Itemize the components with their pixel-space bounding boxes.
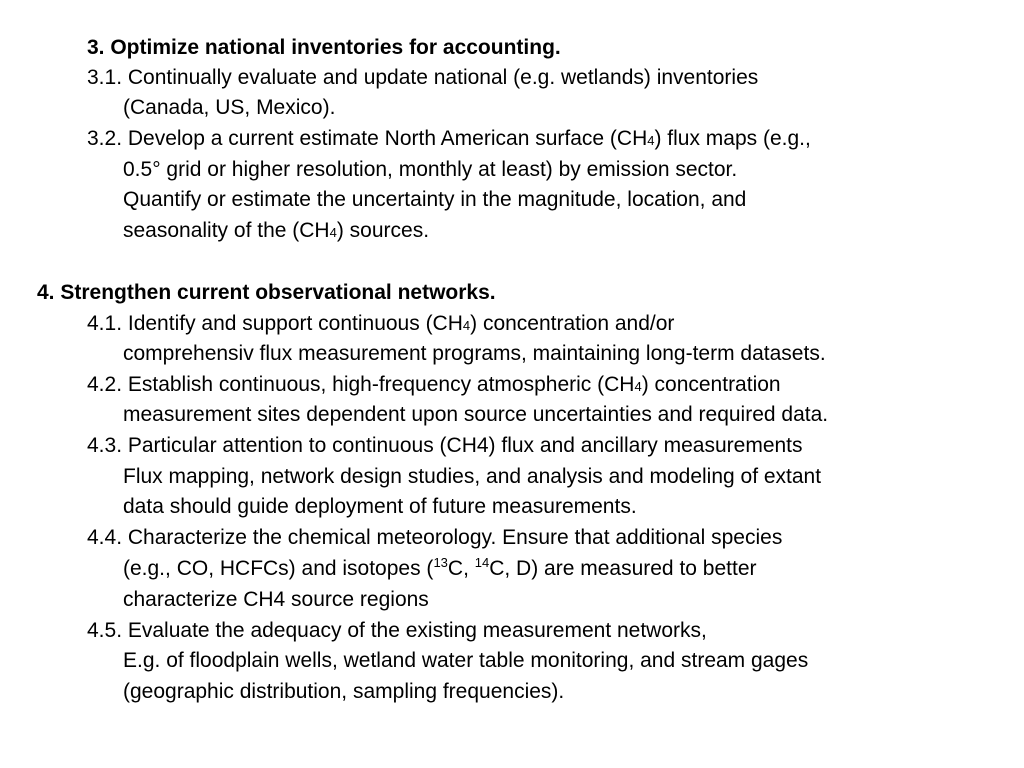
item-4-5-line-3: (geographic distribution, sampling frequencies). <box>123 680 565 703</box>
item-3-2-line-1 <box>87 124 811 156</box>
text-segment: 4.2. Establish continuous, high-frequency atmospheric (CH <box>87 373 635 396</box>
superscript: 14 <box>474 555 490 570</box>
item-4-5-line-2: E.g. of floodplain wells, wetland water table monitoring, and stream gages <box>123 649 809 672</box>
item-4-1-line-1 <box>87 309 674 341</box>
superscript: 13 <box>433 555 448 570</box>
text-segment: ) flux maps (e.g., <box>654 127 811 150</box>
subscript: 4 <box>647 133 655 148</box>
text-segment: seasonality of the (CH <box>123 219 330 242</box>
item-3-2-line-4 <box>123 216 429 248</box>
text-segment: ) sources. <box>336 219 430 242</box>
item-4-5-line-1: 4.5. Evaluate the adequacy of the existing measurement networks, <box>87 619 707 642</box>
text-segment: 3.2. Develop a current estimate North American surface (CH <box>87 127 648 150</box>
subscript: 4 <box>634 379 642 394</box>
item-4-2-line-1 <box>87 370 781 402</box>
text-segment: C, <box>447 557 475 580</box>
item-3-2-line-2: 0.5° grid or higher resolution, monthly at least) by emission sector. <box>123 158 738 181</box>
item-4-4-line-1: 4.4. Characterize the chemical meteorology. Ensure that additional species <box>87 526 783 549</box>
text-segment: ) concentration and/or <box>470 312 675 335</box>
text-segment: 4.1. Identify and support continuous (CH <box>87 312 463 335</box>
item-4-1-line-2: comprehensiv flux measurement programs, maintaining long-term datasets. <box>123 342 826 365</box>
item-3-2-line-3: Quantify or estimate the uncertainty in the magnitude, location, and <box>123 188 747 211</box>
item-3-1-line-2: (Canada, US, Mexico). <box>123 96 336 119</box>
item-4-2-line-2: measurement sites dependent upon source uncertainties and required data. <box>123 403 829 426</box>
item-4-3-line-1: 4.3. Particular attention to continuous (CH4) flux and ancillary measurements <box>87 434 803 457</box>
section-4-heading: 4. Strengthen current observational networks. <box>37 281 496 304</box>
item-4-4-line-2 <box>123 554 757 584</box>
item-3-1-line-1: 3.1. Continually evaluate and update national (e.g. wetlands) inventories <box>87 66 759 89</box>
text-segment: C, D) are measured to better <box>489 557 757 580</box>
item-4-3-line-2: Flux mapping, network design studies, and analysis and modeling of extant <box>123 465 822 488</box>
item-4-4-line-3: characterize CH4 source regions <box>123 588 429 611</box>
text-segment: (e.g., CO, HCFCs) and isotopes ( <box>123 557 434 580</box>
item-4-3-line-3: data should guide deployment of future measurements. <box>123 495 637 518</box>
text-segment: ) concentration <box>641 373 781 396</box>
section-3-heading: 3. Optimize national inventories for accounting. <box>87 36 561 59</box>
subscript: 4 <box>462 318 471 333</box>
subscript: 4 <box>329 225 337 240</box>
